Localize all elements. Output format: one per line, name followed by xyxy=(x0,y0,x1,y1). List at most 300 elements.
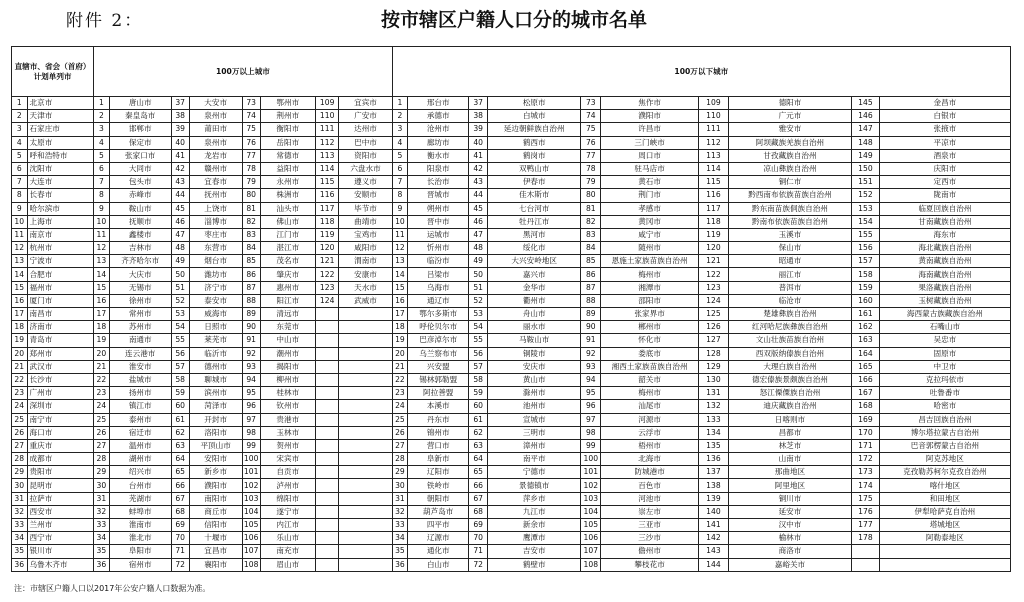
city-name-cell: 安阳市 xyxy=(189,453,242,466)
city-name-cell: 三门峡市 xyxy=(601,136,699,149)
city-name-cell: 抚州市 xyxy=(189,189,242,202)
row-number-cell: 146 xyxy=(852,110,880,123)
city-name-cell: 普洱市 xyxy=(728,281,851,294)
city-name-cell: 嘉兴市 xyxy=(488,268,581,281)
city-name-cell: 大连市 xyxy=(27,176,94,189)
row-number-cell: 124 xyxy=(698,294,728,307)
city-name-cell: 阜新市 xyxy=(408,453,469,466)
city-name-cell: 海东市 xyxy=(879,228,1010,241)
city-name-cell: 长治市 xyxy=(408,176,469,189)
city-name-cell: 惠州市 xyxy=(260,281,315,294)
attachment-label: 附件 2： xyxy=(66,11,144,31)
row-number-cell: 118 xyxy=(698,215,728,228)
row-number-cell: 10 xyxy=(12,215,28,228)
city-name-cell: 滁州市 xyxy=(488,387,581,400)
city-name-cell: 咸阳市 xyxy=(339,242,392,255)
row-number-cell: 5 xyxy=(12,149,28,162)
city-name-cell: 齐齐哈尔市 xyxy=(109,255,171,268)
row-number-cell: 87 xyxy=(581,281,601,294)
row-number-cell: 26 xyxy=(94,426,110,439)
city-name-cell: 大安市 xyxy=(189,97,242,110)
row-number-cell: 15 xyxy=(392,281,408,294)
city-name-cell: 南平市 xyxy=(488,453,581,466)
row-number-cell: 112 xyxy=(316,136,339,149)
row-number-cell: 107 xyxy=(581,545,601,558)
row-number-cell: 131 xyxy=(698,387,728,400)
row-number-cell: 22 xyxy=(12,373,28,386)
row-number-cell: 6 xyxy=(392,162,408,175)
row-number-cell: 91 xyxy=(242,334,260,347)
city-name-cell: 临沂市 xyxy=(189,347,242,360)
row-number-cell: 26 xyxy=(12,426,28,439)
header-municipality: 直辖市、省会（首府）计划单列市 xyxy=(12,47,94,97)
city-name-cell: 鹰潭市 xyxy=(488,532,581,545)
city-name-cell: 德阳市 xyxy=(728,97,851,110)
city-name-cell xyxy=(339,347,392,360)
row-number-cell: 27 xyxy=(392,439,408,452)
city-name-cell: 阿里地区 xyxy=(728,479,851,492)
table-row xyxy=(12,334,1011,347)
city-name-cell: 濮阳市 xyxy=(601,110,699,123)
city-name-cell: 宁波市 xyxy=(27,255,94,268)
row-number-cell: 24 xyxy=(392,400,408,413)
row-number-cell: 119 xyxy=(316,228,339,241)
city-name-cell: 盐城市 xyxy=(109,373,171,386)
row-number-cell: 82 xyxy=(581,215,601,228)
city-name-cell: 朝阳市 xyxy=(408,492,469,505)
row-number-cell: 161 xyxy=(852,308,880,321)
table-row xyxy=(12,268,1011,281)
row-number-cell: 29 xyxy=(392,466,408,479)
city-name-cell: 西安市 xyxy=(27,505,94,518)
city-name-cell: 绍兴市 xyxy=(109,466,171,479)
row-number-cell: 14 xyxy=(392,268,408,281)
row-number-cell: 43 xyxy=(469,176,488,189)
city-name-cell: 喀什地区 xyxy=(879,479,1010,492)
city-name-cell: 怀化市 xyxy=(601,334,699,347)
row-number-cell: 84 xyxy=(581,242,601,255)
table-row xyxy=(12,242,1011,255)
row-number-cell: 72 xyxy=(171,558,189,571)
row-number-cell: 126 xyxy=(698,321,728,334)
row-number-cell: 124 xyxy=(316,294,339,307)
row-number-cell: 94 xyxy=(581,373,601,386)
city-name-cell xyxy=(339,453,392,466)
city-name-cell: 台州市 xyxy=(109,479,171,492)
city-name-cell: 北京市 xyxy=(27,97,94,110)
row-number-cell: 158 xyxy=(852,268,880,281)
city-name-cell: 河源市 xyxy=(601,413,699,426)
row-number-cell: 39 xyxy=(171,123,189,136)
city-name-cell: 湘潭市 xyxy=(601,281,699,294)
row-number-cell: 79 xyxy=(242,176,260,189)
row-number-cell: 23 xyxy=(94,387,110,400)
row-number-cell: 70 xyxy=(469,532,488,545)
city-name-cell: 那曲地区 xyxy=(728,466,851,479)
city-name-cell: 上海市 xyxy=(27,215,94,228)
row-number-cell: 4 xyxy=(94,136,110,149)
city-name-cell: 昌都市 xyxy=(728,426,851,439)
city-name-cell: 甘孜藏族自治州 xyxy=(728,149,851,162)
row-number-cell: 25 xyxy=(94,413,110,426)
city-name-cell: 岳阳市 xyxy=(260,136,315,149)
city-name-cell: 景德镇市 xyxy=(488,479,581,492)
table-row xyxy=(12,294,1011,307)
row-number-cell: 20 xyxy=(392,347,408,360)
city-name-cell: 丽江市 xyxy=(728,268,851,281)
row-number-cell: 56 xyxy=(171,347,189,360)
row-number-cell: 108 xyxy=(242,558,260,571)
row-number-cell: 136 xyxy=(698,453,728,466)
table-row xyxy=(12,149,1011,162)
city-name-cell: 本溪市 xyxy=(408,400,469,413)
row-number-cell: 15 xyxy=(94,281,110,294)
city-name-cell xyxy=(879,558,1010,571)
row-number-cell: 35 xyxy=(392,545,408,558)
row-number-cell xyxy=(316,505,339,518)
row-number-cell: 155 xyxy=(852,228,880,241)
row-number-cell: 138 xyxy=(698,479,728,492)
table-row xyxy=(12,558,1011,571)
row-number-cell: 173 xyxy=(852,466,880,479)
city-name-cell: 雅安市 xyxy=(728,123,851,136)
row-number-cell: 1 xyxy=(392,97,408,110)
row-number-cell: 52 xyxy=(171,294,189,307)
row-number-cell: 31 xyxy=(12,492,28,505)
city-name-cell xyxy=(339,400,392,413)
row-number-cell: 17 xyxy=(392,308,408,321)
row-number-cell: 76 xyxy=(242,136,260,149)
city-name-cell: 枣庄市 xyxy=(189,228,242,241)
row-number-cell: 74 xyxy=(242,110,260,123)
row-number-cell: 86 xyxy=(242,268,260,281)
city-name-cell: 石家庄市 xyxy=(27,123,94,136)
row-number-cell: 110 xyxy=(698,110,728,123)
row-number-cell: 164 xyxy=(852,347,880,360)
city-name-cell: 阿坝藏族羌族自治州 xyxy=(728,136,851,149)
row-number-cell: 89 xyxy=(581,308,601,321)
city-name-cell: 宁德市 xyxy=(488,466,581,479)
row-number-cell: 109 xyxy=(698,97,728,110)
row-number-cell: 3 xyxy=(12,123,28,136)
row-number-cell: 66 xyxy=(469,479,488,492)
city-name-cell: 东莞市 xyxy=(260,321,315,334)
row-number-cell: 93 xyxy=(581,360,601,373)
city-name-cell: 天津市 xyxy=(27,110,94,123)
row-number-cell: 141 xyxy=(698,519,728,532)
row-number-cell: 111 xyxy=(316,123,339,136)
city-name-cell: 白城市 xyxy=(488,110,581,123)
city-name-cell: 阳江市 xyxy=(260,294,315,307)
table-row xyxy=(12,189,1011,202)
city-name-cell: 泸州市 xyxy=(260,479,315,492)
row-number-cell: 113 xyxy=(698,149,728,162)
row-number-cell: 3 xyxy=(94,123,110,136)
city-name-cell: 揭阳市 xyxy=(260,360,315,373)
row-number-cell: 7 xyxy=(94,176,110,189)
row-number-cell: 94 xyxy=(242,373,260,386)
row-number-cell: 31 xyxy=(392,492,408,505)
city-name-cell: 鑫楼市 xyxy=(109,228,171,241)
row-number-cell: 34 xyxy=(94,532,110,545)
city-name-cell: 益阳市 xyxy=(260,162,315,175)
row-number-cell: 101 xyxy=(242,466,260,479)
city-name-cell: 酒泉市 xyxy=(879,149,1010,162)
table-row xyxy=(12,532,1011,545)
table-row xyxy=(12,228,1011,241)
city-name-cell: 安康市 xyxy=(339,268,392,281)
city-name-cell: 茂名市 xyxy=(260,255,315,268)
city-name-cell: 泰安市 xyxy=(189,294,242,307)
city-name-cell: 自贡市 xyxy=(260,466,315,479)
row-number-cell: 77 xyxy=(581,149,601,162)
city-name-cell: 玉溪市 xyxy=(728,228,851,241)
city-name-cell: 威海市 xyxy=(189,308,242,321)
city-name-cell: 长春市 xyxy=(27,189,94,202)
row-number-cell: 31 xyxy=(94,492,110,505)
table-row xyxy=(12,545,1011,558)
city-name-cell: 汕尾市 xyxy=(601,400,699,413)
city-name-cell: 白银市 xyxy=(879,110,1010,123)
city-name-cell: 宿迁市 xyxy=(109,426,171,439)
row-number-cell: 26 xyxy=(392,426,408,439)
city-name-cell: 银川市 xyxy=(27,545,94,558)
table-row xyxy=(12,426,1011,439)
row-number-cell: 32 xyxy=(12,505,28,518)
row-number-cell: 6 xyxy=(94,162,110,175)
row-number-cell: 128 xyxy=(698,347,728,360)
row-number-cell: 59 xyxy=(171,387,189,400)
city-name-cell: 龙岩市 xyxy=(189,149,242,162)
city-name-cell: 海西蒙古族藏族自治州 xyxy=(879,308,1010,321)
row-number-cell xyxy=(852,558,880,571)
city-name-cell: 淄博市 xyxy=(189,215,242,228)
city-name-cell: 黑河市 xyxy=(488,228,581,241)
row-number-cell: 22 xyxy=(94,373,110,386)
city-name-cell: 红河哈尼族彝族自治州 xyxy=(728,321,851,334)
city-name-cell: 吕梁市 xyxy=(408,268,469,281)
row-number-cell: 2 xyxy=(12,110,28,123)
row-number-cell: 21 xyxy=(94,360,110,373)
city-name-cell: 白山市 xyxy=(408,558,469,571)
row-number-cell: 116 xyxy=(698,189,728,202)
row-number-cell xyxy=(316,558,339,571)
city-name-cell xyxy=(879,545,1010,558)
row-number-cell: 106 xyxy=(581,532,601,545)
row-number-cell xyxy=(316,466,339,479)
city-name-cell: 淮南市 xyxy=(109,519,171,532)
row-number-cell: 109 xyxy=(316,97,339,110)
row-number-cell: 16 xyxy=(392,294,408,307)
row-number-cell xyxy=(316,439,339,452)
table-row xyxy=(12,281,1011,294)
row-number-cell: 122 xyxy=(698,268,728,281)
city-name-cell: 南京市 xyxy=(27,228,94,241)
row-number-cell xyxy=(316,321,339,334)
city-name-cell: 大兴安岭地区 xyxy=(488,255,581,268)
city-name-cell: 烟台市 xyxy=(189,255,242,268)
city-name-cell: 塔城地区 xyxy=(879,519,1010,532)
city-name-cell: 焦作市 xyxy=(601,97,699,110)
row-number-cell: 2 xyxy=(392,110,408,123)
row-number-cell: 22 xyxy=(392,373,408,386)
row-number-cell: 18 xyxy=(12,321,28,334)
city-name-cell: 拉萨市 xyxy=(27,492,94,505)
row-number-cell: 78 xyxy=(581,162,601,175)
city-name-cell: 常州市 xyxy=(109,308,171,321)
row-number-cell: 86 xyxy=(581,268,601,281)
row-number-cell: 44 xyxy=(171,189,189,202)
row-number-cell: 7 xyxy=(12,176,28,189)
row-number-cell: 84 xyxy=(242,242,260,255)
row-number-cell: 44 xyxy=(469,189,488,202)
city-name-cell: 沈阳市 xyxy=(27,162,94,175)
row-number-cell: 62 xyxy=(171,426,189,439)
row-number-cell: 83 xyxy=(581,228,601,241)
city-name-cell: 铜川市 xyxy=(728,492,851,505)
city-name-cell: 新余市 xyxy=(488,519,581,532)
city-name-cell: 怒江傈僳族自治州 xyxy=(728,387,851,400)
row-number-cell: 123 xyxy=(316,281,339,294)
city-name-cell: 庆阳市 xyxy=(879,162,1010,175)
row-number-cell: 65 xyxy=(171,466,189,479)
row-number-cell: 36 xyxy=(392,558,408,571)
row-number-cell: 47 xyxy=(469,228,488,241)
row-number-cell: 30 xyxy=(392,479,408,492)
city-name-cell: 随州市 xyxy=(601,242,699,255)
row-number-cell: 169 xyxy=(852,413,880,426)
row-number-cell: 80 xyxy=(581,189,601,202)
city-name-cell: 海南藏族自治州 xyxy=(879,268,1010,281)
row-number-cell: 32 xyxy=(94,505,110,518)
row-number-cell: 156 xyxy=(852,242,880,255)
city-name-cell: 伊春市 xyxy=(488,176,581,189)
city-name-cell: 赣州市 xyxy=(189,162,242,175)
city-name-cell: 宜春市 xyxy=(189,176,242,189)
city-name-cell: 松原市 xyxy=(488,97,581,110)
city-name-cell: 阿克苏地区 xyxy=(879,453,1010,466)
city-name-cell: 迪庆藏族自治州 xyxy=(728,400,851,413)
row-number-cell: 142 xyxy=(698,532,728,545)
row-number-cell: 71 xyxy=(469,545,488,558)
row-number-cell: 62 xyxy=(469,426,488,439)
city-name-cell: 咸宁市 xyxy=(601,228,699,241)
city-name-cell: 巴彦淖尔市 xyxy=(408,334,469,347)
city-name-cell: 金华市 xyxy=(488,281,581,294)
city-name-cell: 玉树藏族自治州 xyxy=(879,294,1010,307)
row-number-cell: 35 xyxy=(94,545,110,558)
row-number-cell: 171 xyxy=(852,439,880,452)
city-name-cell: 渭南市 xyxy=(339,255,392,268)
city-name-cell: 永州市 xyxy=(260,176,315,189)
city-name-cell: 陇南市 xyxy=(879,189,1010,202)
city-name-cell: 晋城市 xyxy=(408,189,469,202)
row-number-cell: 74 xyxy=(581,110,601,123)
city-name-cell: 广元市 xyxy=(728,110,851,123)
row-number-cell: 19 xyxy=(12,334,28,347)
city-name-cell: 昌吉回族自治州 xyxy=(879,413,1010,426)
city-name-cell: 保山市 xyxy=(728,242,851,255)
row-number-cell: 96 xyxy=(242,400,260,413)
city-name-cell: 泉州市 xyxy=(189,110,242,123)
row-number-cell: 19 xyxy=(392,334,408,347)
city-name-cell: 湘西土家族苗族自治州 xyxy=(601,360,699,373)
row-number-cell: 51 xyxy=(469,281,488,294)
city-name-cell: 莆田市 xyxy=(189,123,242,136)
row-number-cell: 115 xyxy=(316,176,339,189)
row-number-cell: 29 xyxy=(94,466,110,479)
row-number-cell: 122 xyxy=(316,268,339,281)
city-name-cell: 新乡市 xyxy=(189,466,242,479)
row-number-cell: 57 xyxy=(171,360,189,373)
city-name-cell: 淮安市 xyxy=(109,360,171,373)
city-name-cell: 锡林郭勒盟 xyxy=(408,373,469,386)
row-number-cell: 134 xyxy=(698,426,728,439)
row-number-cell: 112 xyxy=(698,136,728,149)
row-number-cell: 178 xyxy=(852,532,880,545)
row-number-cell: 18 xyxy=(94,321,110,334)
city-name-cell: 滨州市 xyxy=(189,387,242,400)
row-number-cell: 106 xyxy=(242,532,260,545)
row-number-cell: 132 xyxy=(698,400,728,413)
city-name-cell: 内江市 xyxy=(260,519,315,532)
row-number-cell: 6 xyxy=(12,162,28,175)
city-name-cell: 南昌市 xyxy=(27,308,94,321)
city-name-cell: 荆门市 xyxy=(601,189,699,202)
city-name-cell: 克孜勒苏柯尔克孜自治州 xyxy=(879,466,1010,479)
city-name-cell: 马鞍山市 xyxy=(488,334,581,347)
city-name-cell: 甘南藏族自治州 xyxy=(879,215,1010,228)
row-number-cell: 127 xyxy=(698,334,728,347)
row-number-cell: 68 xyxy=(171,505,189,518)
city-name-cell: 衡阳市 xyxy=(260,123,315,136)
row-number-cell: 50 xyxy=(469,268,488,281)
row-number-cell: 75 xyxy=(242,123,260,136)
row-number-cell: 15 xyxy=(12,281,28,294)
city-name-cell: 通辽市 xyxy=(408,294,469,307)
row-number-cell xyxy=(316,426,339,439)
row-number-cell: 1 xyxy=(94,97,110,110)
city-name-cell: 莱芜市 xyxy=(189,334,242,347)
city-name-cell xyxy=(339,308,392,321)
row-number-cell: 100 xyxy=(242,453,260,466)
city-name-cell: 武威市 xyxy=(339,294,392,307)
city-name-cell: 临汾市 xyxy=(408,255,469,268)
city-name-cell: 绵阳市 xyxy=(260,492,315,505)
city-name-cell: 阿拉善盟 xyxy=(408,387,469,400)
row-number-cell: 54 xyxy=(171,321,189,334)
table-row xyxy=(12,373,1011,386)
row-number-cell: 81 xyxy=(581,202,601,215)
city-name-cell: 清远市 xyxy=(260,308,315,321)
city-name-cell: 重庆市 xyxy=(27,439,94,452)
city-name-cell: 攀枝花市 xyxy=(601,558,699,571)
row-number-cell: 121 xyxy=(316,255,339,268)
row-number-cell: 30 xyxy=(94,479,110,492)
city-name-cell: 镇江市 xyxy=(109,400,171,413)
city-name-cell: 德宏傣族景颇族自治州 xyxy=(728,373,851,386)
city-name-cell: 曲靖市 xyxy=(339,215,392,228)
row-number-cell xyxy=(316,545,339,558)
city-name-cell: 太原市 xyxy=(27,136,94,149)
row-number-cell: 83 xyxy=(242,228,260,241)
page-title xyxy=(0,5,1024,32)
row-number-cell: 30 xyxy=(12,479,28,492)
city-name-cell: 衢州市 xyxy=(488,294,581,307)
city-name-cell: 宜昌市 xyxy=(189,545,242,558)
city-name-cell: 眉山市 xyxy=(260,558,315,571)
row-number-cell: 10 xyxy=(94,215,110,228)
